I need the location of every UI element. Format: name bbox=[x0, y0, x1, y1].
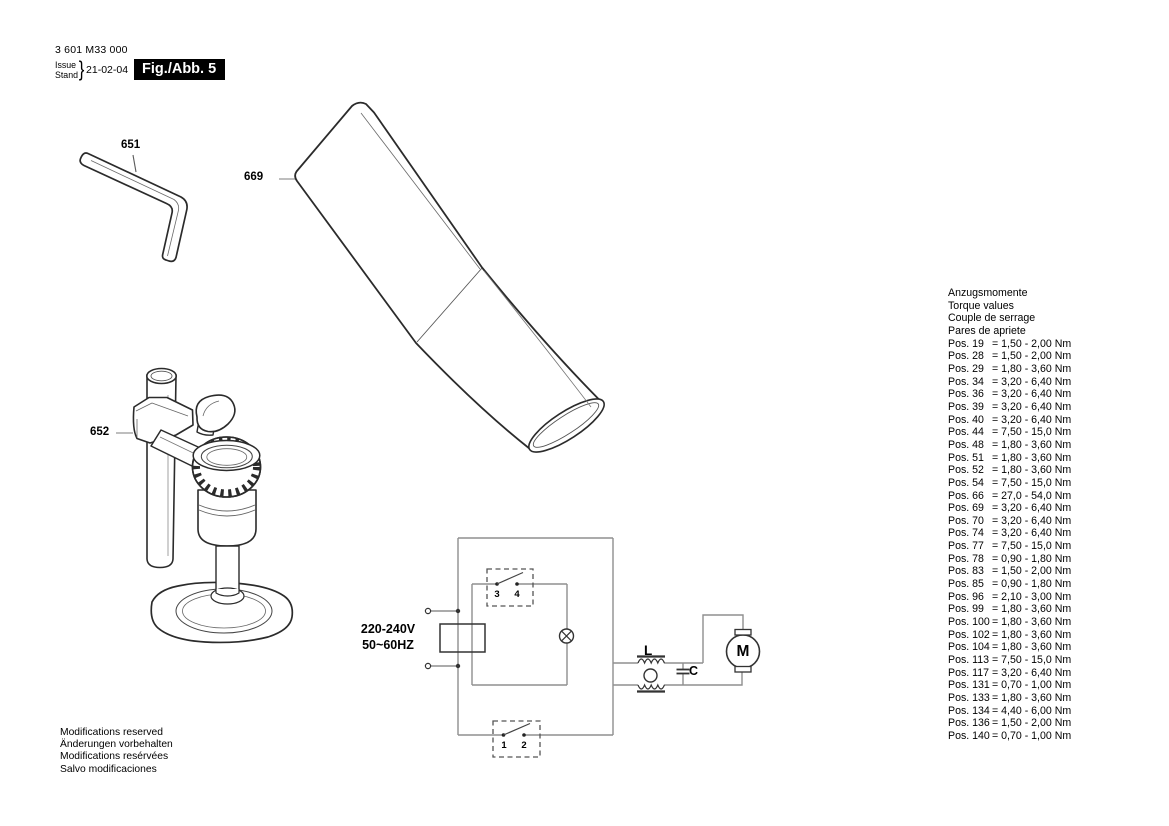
torque-value: = 4,40 - 6,00 Nm bbox=[992, 704, 1072, 717]
torque-row bbox=[948, 464, 1071, 477]
torque-value: = 1,50 - 2,00 Nm bbox=[992, 350, 1072, 363]
torque-row bbox=[948, 641, 1071, 654]
torque-position: Pos. 77 bbox=[948, 540, 984, 553]
hex-key-drawing bbox=[80, 153, 187, 261]
torque-value: = 7,50 - 15,0 Nm bbox=[992, 540, 1072, 553]
nozzle-drawing bbox=[295, 103, 611, 461]
issue-label-de: Stand bbox=[55, 69, 78, 80]
torque-row bbox=[948, 578, 1071, 591]
torque-position: Pos. 69 bbox=[948, 502, 984, 515]
torque-position: Pos. 100 bbox=[948, 616, 990, 629]
torque-position: Pos. 102 bbox=[948, 628, 990, 641]
torque-value: = 7,50 - 15,0 Nm bbox=[992, 654, 1072, 667]
torque-position: Pos. 117 bbox=[948, 666, 990, 679]
part-label-nozzle: 669 bbox=[244, 171, 264, 183]
part-label-clamp: 652 bbox=[90, 426, 110, 438]
torque-row bbox=[948, 730, 1071, 743]
figure-number-badge: Fig./Abb. 5 bbox=[134, 59, 225, 80]
notice-line: Modifications resérvées bbox=[60, 751, 169, 763]
torque-value: = 0,90 - 1,80 Nm bbox=[992, 552, 1072, 565]
torque-row bbox=[948, 388, 1071, 401]
torque-position: Pos. 66 bbox=[948, 489, 984, 502]
torque-heading-line: Pares de apriete bbox=[948, 324, 1026, 337]
torque-position: Pos. 34 bbox=[948, 375, 984, 388]
torque-value: = 1,80 - 3,60 Nm bbox=[992, 603, 1072, 616]
torque-values-list bbox=[948, 338, 1071, 743]
torque-row bbox=[948, 490, 1071, 503]
torque-position: Pos. 70 bbox=[948, 514, 984, 527]
torque-value: = 0,70 - 1,00 Nm bbox=[992, 729, 1072, 742]
torque-position: Pos. 74 bbox=[948, 527, 984, 540]
inductor-label: L bbox=[644, 643, 653, 658]
torque-row bbox=[948, 338, 1071, 351]
torque-value: = 1,50 - 2,00 Nm bbox=[992, 337, 1072, 350]
torque-value: = 0,90 - 1,80 Nm bbox=[992, 578, 1072, 591]
torque-row bbox=[948, 414, 1071, 427]
torque-heading-line: Anzugsmomente bbox=[948, 287, 1028, 299]
torque-position: Pos. 113 bbox=[948, 654, 990, 667]
issue-label-en: Issue bbox=[55, 59, 77, 70]
torque-value: = 3,20 - 6,40 Nm bbox=[992, 514, 1072, 527]
torque-value: = 1,50 - 2,00 Nm bbox=[992, 565, 1072, 578]
torque-position: Pos. 52 bbox=[948, 464, 984, 477]
torque-row bbox=[948, 376, 1071, 389]
torque-position: Pos. 54 bbox=[948, 476, 984, 489]
torque-value: = 1,50 - 2,00 Nm bbox=[992, 717, 1072, 730]
switch-contact-1-label: 1 bbox=[501, 740, 507, 751]
torque-values-panel bbox=[948, 287, 1071, 743]
issue-labels bbox=[55, 60, 78, 80]
torque-value: = 1,80 - 3,60 Nm bbox=[992, 464, 1072, 477]
torque-row bbox=[948, 616, 1071, 629]
torque-row bbox=[948, 527, 1071, 540]
torque-row bbox=[948, 350, 1071, 363]
issue-row bbox=[55, 59, 225, 80]
torque-value: = 1,80 - 3,60 Nm bbox=[992, 616, 1072, 629]
torque-value: = 7,50 - 15,0 Nm bbox=[992, 426, 1072, 439]
torque-value: = 3,20 - 6,40 Nm bbox=[992, 527, 1072, 540]
torque-value: = 3,20 - 6,40 Nm bbox=[992, 388, 1072, 401]
torque-position: Pos. 48 bbox=[948, 438, 984, 451]
torque-position: Pos. 40 bbox=[948, 413, 984, 426]
torque-row bbox=[948, 679, 1071, 692]
torque-row bbox=[948, 553, 1071, 566]
torque-position: Pos. 39 bbox=[948, 400, 984, 413]
torque-row bbox=[948, 401, 1071, 414]
torque-value: = 1,80 - 3,60 Nm bbox=[992, 628, 1072, 641]
torque-value: = 1,80 - 3,60 Nm bbox=[992, 438, 1072, 451]
torque-value: = 27,0 - 54,0 Nm bbox=[992, 489, 1072, 502]
torque-position: Pos. 96 bbox=[948, 590, 984, 603]
capacitor-label: C bbox=[689, 664, 699, 678]
torque-value: = 3,20 - 6,40 Nm bbox=[992, 400, 1072, 413]
torque-row bbox=[948, 591, 1071, 604]
torque-position: Pos. 136 bbox=[948, 717, 990, 730]
part-number: 3 601 M33 000 bbox=[55, 44, 128, 56]
torque-position: Pos. 99 bbox=[948, 603, 984, 616]
torque-position: Pos. 19 bbox=[948, 337, 984, 350]
torque-position: Pos. 44 bbox=[948, 426, 984, 439]
torque-position: Pos. 133 bbox=[948, 692, 990, 704]
switch-contact-3-label: 3 bbox=[494, 589, 500, 600]
torque-position: Pos. 140 bbox=[948, 729, 990, 742]
switch-contact-2-label: 2 bbox=[521, 740, 527, 751]
issue-date: 21-02-04 bbox=[86, 63, 129, 76]
switch-contact-4-label: 4 bbox=[514, 589, 520, 600]
torque-heading-line: Couple de serrage bbox=[948, 312, 1036, 325]
torque-value: = 3,20 - 6,40 Nm bbox=[992, 502, 1072, 515]
torque-value: = 2,10 - 3,00 Nm bbox=[992, 590, 1072, 603]
torque-value: = 1,80 - 3,60 Nm bbox=[992, 692, 1072, 704]
torque-row bbox=[948, 477, 1071, 490]
torque-value: = 3,20 - 6,40 Nm bbox=[992, 413, 1072, 426]
torque-position: Pos. 131 bbox=[948, 679, 990, 692]
torque-row bbox=[948, 439, 1071, 452]
torque-position: Pos. 36 bbox=[948, 388, 984, 401]
torque-row bbox=[948, 452, 1071, 465]
torque-position: Pos. 28 bbox=[948, 350, 984, 363]
torque-row bbox=[948, 540, 1071, 553]
torque-row bbox=[948, 515, 1071, 528]
torque-value: = 7,50 - 15,0 Nm bbox=[992, 476, 1072, 489]
torque-value: = 3,20 - 6,40 Nm bbox=[992, 666, 1072, 679]
torque-row bbox=[948, 667, 1071, 680]
modification-notices bbox=[60, 727, 173, 776]
notice-line: Modifications reserved bbox=[60, 727, 164, 738]
notice-line: Salvo modificaciones bbox=[60, 763, 157, 775]
part-label-hex-key: 651 bbox=[121, 139, 141, 151]
torque-heading-line: Torque values bbox=[948, 299, 1014, 312]
torque-row bbox=[948, 629, 1071, 642]
torque-position: Pos. 104 bbox=[948, 641, 990, 654]
torque-position: Pos. 83 bbox=[948, 565, 984, 578]
torque-value: = 0,70 - 1,00 Nm bbox=[992, 679, 1072, 692]
torque-value: = 1,80 - 3,60 Nm bbox=[992, 451, 1072, 464]
torque-row bbox=[948, 603, 1071, 616]
torque-row bbox=[948, 705, 1071, 718]
torque-row bbox=[948, 502, 1071, 515]
issue-brace: } bbox=[78, 57, 85, 81]
torque-position: Pos. 29 bbox=[948, 362, 984, 375]
frequency-value: 50~60HZ bbox=[362, 638, 414, 652]
torque-position: Pos. 85 bbox=[948, 578, 984, 591]
torque-row bbox=[948, 717, 1071, 730]
torque-value: = 1,80 - 3,60 Nm bbox=[992, 362, 1072, 375]
voltage-value: 220-240V bbox=[360, 622, 416, 636]
torque-row bbox=[948, 363, 1071, 376]
clamp-drawing bbox=[133, 369, 292, 643]
torque-row bbox=[948, 692, 1071, 705]
torque-row bbox=[948, 565, 1071, 578]
leader-lines bbox=[116, 155, 309, 433]
torque-position: Pos. 78 bbox=[948, 552, 984, 565]
circuit-diagram bbox=[425, 538, 759, 757]
torque-position: Pos. 51 bbox=[948, 451, 984, 464]
notice-line: Änderungen vorbehalten bbox=[60, 739, 173, 751]
torque-position: Pos. 134 bbox=[948, 704, 990, 717]
supply-rating-label bbox=[348, 621, 428, 653]
torque-row bbox=[948, 654, 1071, 667]
torque-panel-headings bbox=[948, 287, 1071, 338]
torque-value: = 1,80 - 3,60 Nm bbox=[992, 641, 1072, 654]
torque-value: = 3,20 - 6,40 Nm bbox=[992, 375, 1072, 388]
torque-row bbox=[948, 426, 1071, 439]
motor-label: M bbox=[736, 643, 750, 660]
